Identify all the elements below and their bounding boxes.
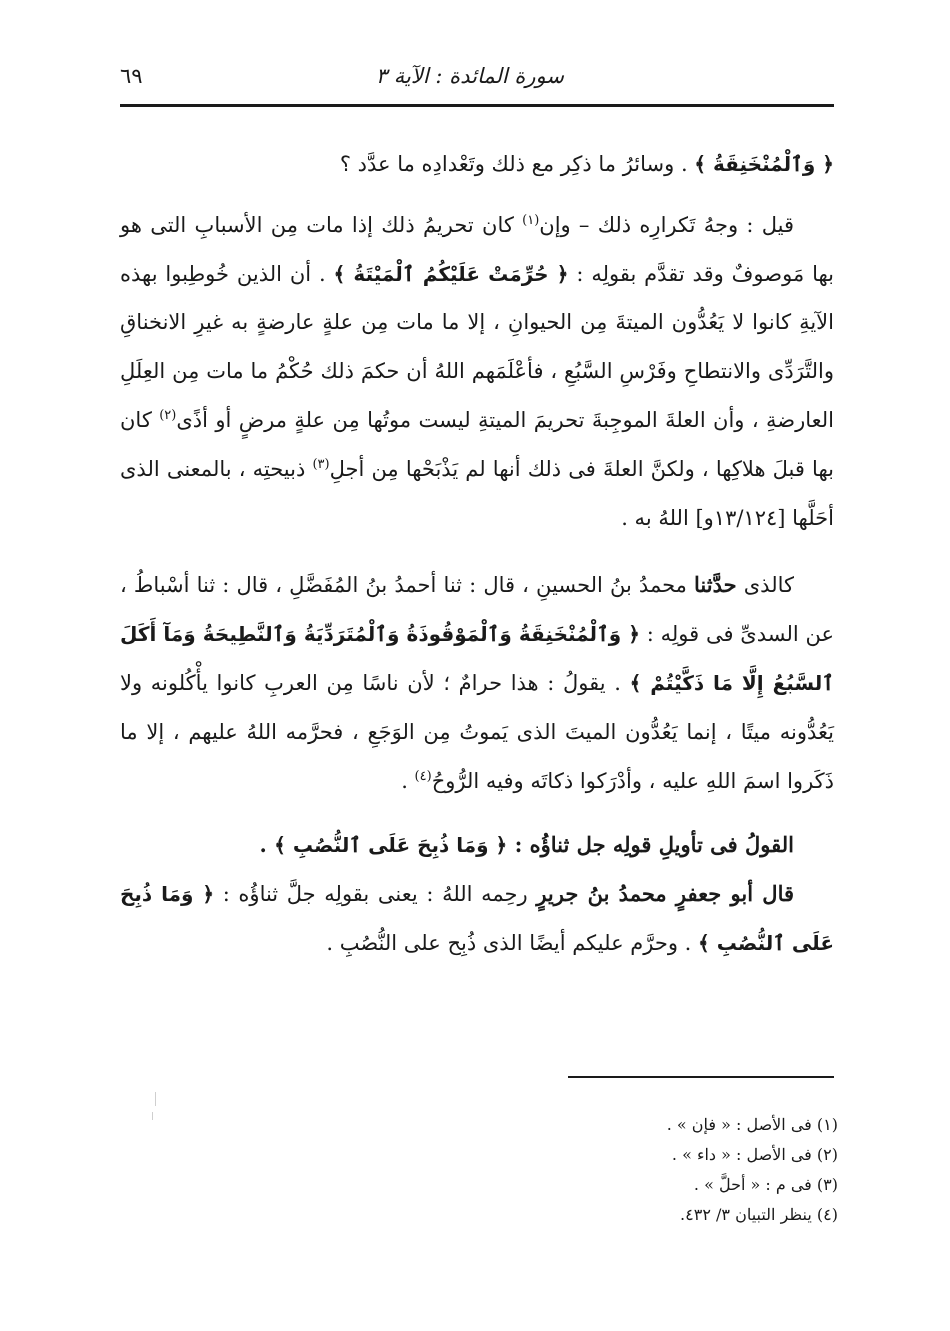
paragraph-1 — [120, 140, 834, 189]
footnotes — [500, 1110, 838, 1230]
quran-quote: ﴿ وَٱلْمُنْخَنِقَةُ وَٱلْمَوْقُوذَةُ وَٱلْمُتَرَدِّيَةُ وَٱلنَّطِيحَةُ وَمَآ أَكَلَ ٱلسَّبُعُ إِلَّا مَا ذَكَّيْتُمْ ﴾ — [120, 622, 834, 695]
quran-quote: ﴿ وَمَا ذُبِحَ عَلَى ٱلنُّصُبِ ﴾ — [120, 882, 834, 955]
paragraph-3 — [120, 561, 834, 805]
heading-end: . — [259, 832, 275, 858]
paragraph-4 — [120, 870, 834, 968]
section-heading — [120, 821, 834, 870]
paragraph-text: . أن الذين خُوطِبوا بهذه الآيةِ كانوا لا يَعُدُّون الميتةَ مِن الحيوانِ ، إلا ما مات مِن علةٍ عارضةٍ به غيرِ الانخناقِ والتَّرَدِّى والانتطاحِ وفَرْسِ السَّبُعِ ، فأعْلَمَهم اللهُ أن حكمَ ذلك حُكْمُ ما مات مِن العِلَلِ العارضةِ ، وأن العلةَ الموجِبةَ تحريمَ الميتةِ ليست موتُها مِن علةٍ مرضٍ أو أذًى — [120, 261, 834, 432]
paragraph-2 — [120, 201, 834, 543]
paragraph-text: . وسائرُ ما ذكِر مع ذلك وتَعْدادِه ما عدَّد ؟ — [339, 152, 695, 176]
main-text — [120, 140, 834, 968]
page-number: ٦٩ — [120, 64, 143, 88]
footnote-rule — [568, 1076, 834, 1078]
footnote-2: (٢) فى الأصل : « داء » . — [671, 1145, 838, 1164]
header-rule — [120, 104, 834, 107]
paragraph-text: كان بها قبلَ هلاكِها ، ولكنَّ العلةَ فى ذلك أنها لم يَذْبَحْها مِن أجلِ — [120, 407, 834, 481]
page-header — [120, 58, 834, 102]
footnote-4: (٤) ينظر التبيان ٣/ ٤٣٢. — [680, 1205, 838, 1224]
quran-quote: ﴿ وَمَا ذُبِحَ عَلَى ٱلنُّصُبِ ﴾ — [274, 833, 508, 858]
scan-speck — [152, 1112, 153, 1120]
paragraph-text: ذبيحتِه ، بالمعنى الذى أحَلَّها [١٣/١٢٤و] اللهُ به . — [120, 456, 834, 530]
footnote-ref-2[interactable]: (٢) — [159, 407, 177, 423]
footnote-ref-4[interactable]: (٤) — [414, 768, 432, 784]
paragraph-text: كالذى — [736, 573, 794, 598]
isnad-marker: حدَّثنا — [694, 572, 737, 598]
paragraph-text: . وحرَّم عليكم أيضًا الذى ذُبِح على النُّصُبِ . — [326, 930, 699, 955]
heading-text: القولُ فى تأويلِ قولِه جل ثناؤُه : — [507, 832, 794, 858]
footnote-1: (١) فى الأصل : « فإن » . — [666, 1115, 838, 1134]
paragraph-text: محمدُ بنُ الحسينِ ، قال : ثنا أحمدُ بنُ المُفَضَّلِ ، قال : ثنا أسْباطُ ، عن السدىِّ فى قولِه : — [120, 573, 834, 647]
scan-speck — [155, 1092, 156, 1106]
author-name: قال أبو جعفرٍ محمدُ بنُ جريرٍ — [536, 881, 795, 907]
footnote-ref-3[interactable]: (٣) — [312, 456, 330, 472]
paragraph-text: رحِمه اللهُ : يعنى بقولِه جلَّ ثناؤُه : — [214, 882, 537, 907]
paragraph-text: قيل : وجهُ تَكرارِه ذلك – وإن — [539, 212, 794, 237]
footnote-ref-1[interactable]: (١) — [522, 212, 540, 228]
quran-quote: ﴿ وَٱلْمُنْخَنِقَةُ ﴾ — [694, 152, 834, 176]
quran-quote: ﴿ حُرِّمَتْ عَلَيْكُمُ ٱلْمَيْتَةُ ﴾ — [333, 261, 569, 286]
paragraph-text: . — [401, 768, 415, 793]
footnote-3: (٣) فى م : « أحلَّ » . — [693, 1175, 838, 1194]
paragraph-text: . يقولُ : هذا حرامٌ ؛ لأن ناسًا مِن العربِ كانوا يأْكُلونه ولا يَعُدُّونه ميتًا ، إنما يَعُدُّون الميتَ الذى يَموتُ مِن الوَجَعِ ، فحرَّمه اللهُ عليهم ، إلا ما ذَكَروا اسمَ اللهِ عليه ، وأدْرَكوا ذكاتَه وفيه الرُّوحُ — [120, 670, 834, 793]
paragraph-text: كان تحريمُ ذلك إذا مات مِن الأسبابِ التى هو بها مَوصوفٌ وقد تقدَّم بقولِه : — [120, 212, 834, 286]
running-title: سورة المائدة : الآية ٣ — [375, 64, 564, 88]
